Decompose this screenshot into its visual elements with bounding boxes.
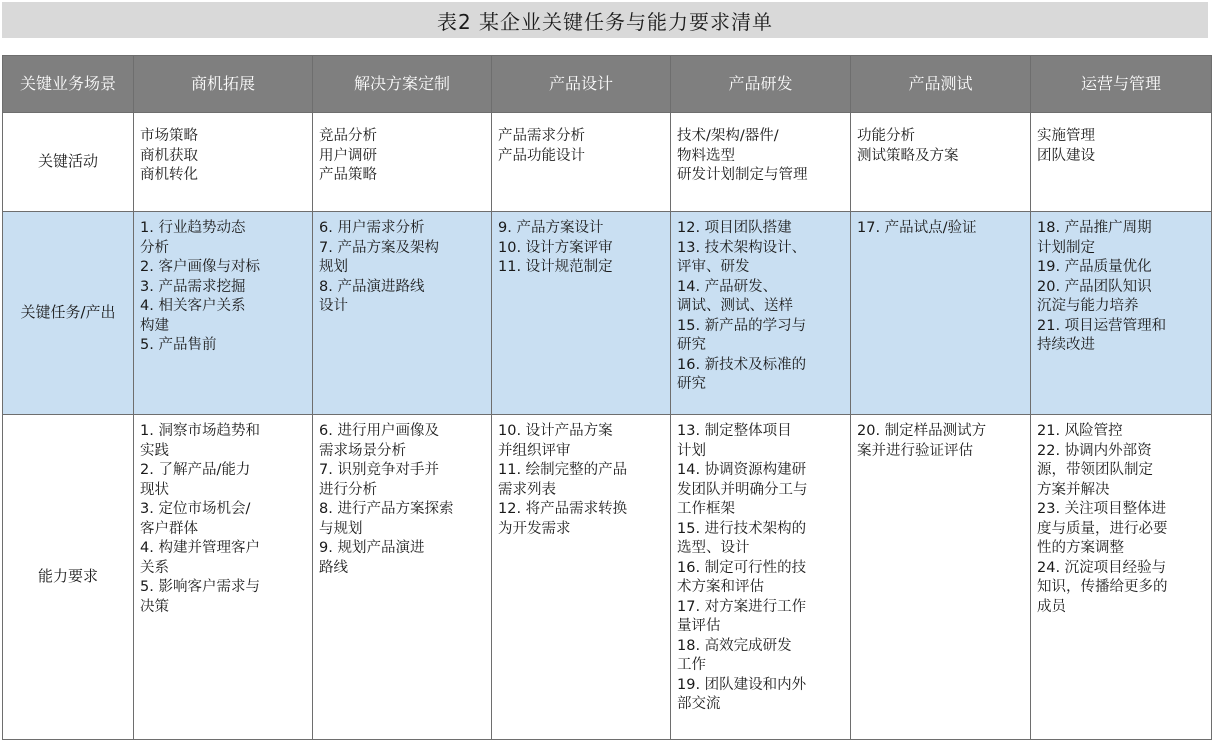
row-label: 关键任务/产出 (3, 212, 134, 415)
cell-line: 13. 技术架构设计、 (677, 239, 807, 256)
table-cell (134, 415, 313, 740)
header-solution-customization: 解决方案定制 (313, 56, 492, 113)
cell-line: 持续改进 (1037, 337, 1095, 353)
cell-line: 5. 产品售前 (140, 337, 217, 353)
cell-line: 案并进行验证评估 (857, 442, 973, 459)
table-cell (851, 212, 1031, 415)
table-cell (851, 415, 1031, 740)
cell-line: 构建 (140, 317, 169, 334)
cell-line: 评审、研发 (677, 259, 750, 275)
cell-line: 14. 产品研发、 (677, 278, 778, 295)
cell-line: 2. 客户画像与对标 (140, 259, 260, 275)
table-row-capability-requirements (3, 415, 1212, 740)
cell-line: 需求列表 (498, 481, 556, 498)
table-cell (134, 212, 313, 415)
cell-line: 技术/架构/器件/ (677, 128, 779, 144)
cell-line: 性的方案调整 (1037, 540, 1124, 556)
row-label: 能力要求 (3, 415, 134, 740)
table-cell (134, 113, 313, 212)
cell-line: 研发计划制定与管理 (677, 167, 808, 183)
cell-line: 分析 (140, 239, 169, 256)
cell-line: 16. 新技术及标准的 (677, 356, 807, 373)
table-row-key-tasks (3, 212, 1212, 415)
cell-line: 12. 项目团队搭建 (677, 220, 792, 236)
header-row (3, 56, 1212, 113)
table-cell (492, 113, 671, 212)
cell-line: 规划 (319, 259, 348, 275)
cell-line: 13. 制定整体项目 (677, 423, 792, 439)
header-business-expansion: 商机拓展 (134, 56, 313, 113)
cell-line: 14. 协调资源构建研 (677, 462, 807, 478)
cell-line: 设计 (319, 298, 348, 314)
cell-line: 度与质量，进行必要 (1037, 520, 1168, 537)
cell-line: 商机获取 (140, 147, 198, 164)
cell-line: 11. 绘制完整的产品 (498, 462, 628, 478)
cell-line: 17. 对方案进行工作 (677, 598, 807, 615)
cell-line: 计划制定 (1037, 239, 1095, 256)
cell-line: 9. 规划产品演进 (319, 540, 425, 556)
cell-line: 需求场景分析 (319, 442, 406, 459)
cell-line: 3. 定位市场机会/ (140, 501, 251, 517)
cell-line: 16. 制定可行性的技 (677, 559, 807, 576)
cell-line: 3. 产品需求挖掘 (140, 278, 246, 295)
cell-line: 15. 新产品的学习与 (677, 317, 807, 334)
cell-line: 5. 影响客户需求与 (140, 579, 260, 595)
cell-line: 23. 关注项目整体进 (1037, 501, 1167, 517)
table-row-key-activities (3, 113, 1212, 212)
cell-line: 10. 设计方案评审 (498, 239, 613, 256)
header-scenario: 关键业务场景 (3, 56, 134, 113)
table-cell (851, 113, 1031, 212)
cell-line: 路线 (319, 559, 348, 576)
cell-line: 实施管理 (1037, 128, 1095, 144)
table-cell (492, 212, 671, 415)
table-cell (313, 415, 492, 740)
header-product-design: 产品设计 (492, 56, 671, 113)
cell-line: 计划 (677, 442, 706, 459)
task-capability-table (2, 55, 1212, 740)
cell-line: 21. 风险管控 (1037, 423, 1123, 439)
cell-line: 研究 (677, 337, 706, 353)
table-cell (671, 212, 851, 415)
cell-line: 9. 产品方案设计 (498, 220, 604, 236)
cell-line: 客户群体 (140, 520, 198, 537)
cell-line: 量评估 (677, 618, 721, 634)
cell-line: 沉淀与能力培养 (1037, 298, 1139, 314)
cell-line: 8. 进行产品方案探索 (319, 501, 454, 517)
cell-line: 团队建设 (1037, 147, 1095, 164)
cell-line: 15. 进行技术架构的 (677, 520, 807, 537)
cell-line: 研究 (677, 376, 706, 392)
cell-line: 成员 (1037, 598, 1066, 615)
table-cell (671, 415, 851, 740)
cell-line: 调试、测试、送样 (677, 298, 793, 314)
header-product-testing: 产品测试 (851, 56, 1031, 113)
row-label: 关键活动 (3, 113, 134, 212)
cell-line: 产品功能设计 (498, 147, 585, 164)
cell-line: 实践 (140, 442, 169, 459)
cell-line: 6. 进行用户画像及 (319, 423, 439, 439)
cell-line: 术方案和评估 (677, 579, 764, 595)
cell-line: 18. 高效完成研发 (677, 637, 792, 654)
cell-line: 测试策略及方案 (857, 147, 959, 164)
cell-line: 4. 构建并管理客户 (140, 540, 260, 556)
cell-line: 20. 产品团队知识 (1037, 278, 1152, 295)
cell-line: 竞品分析 (319, 128, 377, 144)
table-cell (313, 212, 492, 415)
cell-line: 8. 产品演进路线 (319, 278, 425, 295)
header-product-development: 产品研发 (671, 56, 851, 113)
table-cell (671, 113, 851, 212)
cell-line: 10. 设计产品方案 (498, 423, 613, 439)
table-cell (1031, 212, 1212, 415)
table-cell (492, 415, 671, 740)
cell-line: 方案并解决 (1037, 481, 1110, 498)
cell-line: 产品需求分析 (498, 128, 585, 144)
cell-line: 部交流 (677, 696, 721, 712)
cell-line: 选型、设计 (677, 540, 750, 556)
cell-line: 21. 项目运营管理和 (1037, 317, 1167, 334)
table-cell (1031, 415, 1212, 740)
cell-line: 11. 设计规范制定 (498, 259, 613, 275)
cell-line: 进行分析 (319, 481, 377, 498)
table-cell (1031, 113, 1212, 212)
cell-line: 商机转化 (140, 167, 198, 183)
cell-line: 22. 协调内外部资 (1037, 442, 1152, 459)
cell-line: 源，带领团队制定 (1037, 462, 1153, 478)
cell-line: 17. 产品试点/验证 (857, 220, 977, 236)
cell-line: 工作 (677, 657, 706, 673)
cell-line: 24. 沉淀项目经验与 (1037, 559, 1167, 576)
cell-line: 物料选型 (677, 147, 735, 164)
cell-line: 1. 洞察市场趋势和 (140, 423, 260, 439)
cell-line: 现状 (140, 481, 169, 498)
table-cell (313, 113, 492, 212)
cell-line: 工作框架 (677, 501, 735, 517)
cell-line: 18. 产品推广周期 (1037, 220, 1152, 236)
cell-line: 2. 了解产品/能力 (140, 462, 251, 478)
cell-line: 并组织评审 (498, 442, 571, 459)
cell-line: 7. 产品方案及架构 (319, 239, 439, 256)
cell-line: 4. 相关客户关系 (140, 298, 246, 314)
header-operations-management: 运营与管理 (1031, 56, 1212, 113)
cell-line: 19. 团队建设和内外 (677, 676, 807, 693)
cell-line: 为开发需求 (498, 520, 571, 537)
cell-line: 12. 将产品需求转换 (498, 501, 628, 517)
cell-line: 市场策略 (140, 128, 198, 144)
cell-line: 发团队并明确分工与 (677, 481, 808, 498)
cell-line: 知识，传播给更多的 (1037, 579, 1168, 595)
table-title: 表2 某企业关键任务与能力要求清单 (2, 2, 1208, 38)
cell-line: 用户调研 (319, 147, 377, 164)
cell-line: 19. 产品质量优化 (1037, 259, 1152, 275)
cell-line: 关系 (140, 559, 169, 576)
cell-line: 7. 识别竞争对手并 (319, 462, 439, 478)
cell-line: 1. 行业趋势动态 (140, 220, 246, 236)
cell-line: 决策 (140, 598, 169, 615)
cell-line: 产品策略 (319, 167, 377, 183)
cell-line: 6. 用户需求分析 (319, 220, 425, 236)
cell-line: 与规划 (319, 520, 363, 537)
cell-line: 20. 制定样品测试方 (857, 423, 987, 439)
cell-line: 功能分析 (857, 128, 915, 144)
